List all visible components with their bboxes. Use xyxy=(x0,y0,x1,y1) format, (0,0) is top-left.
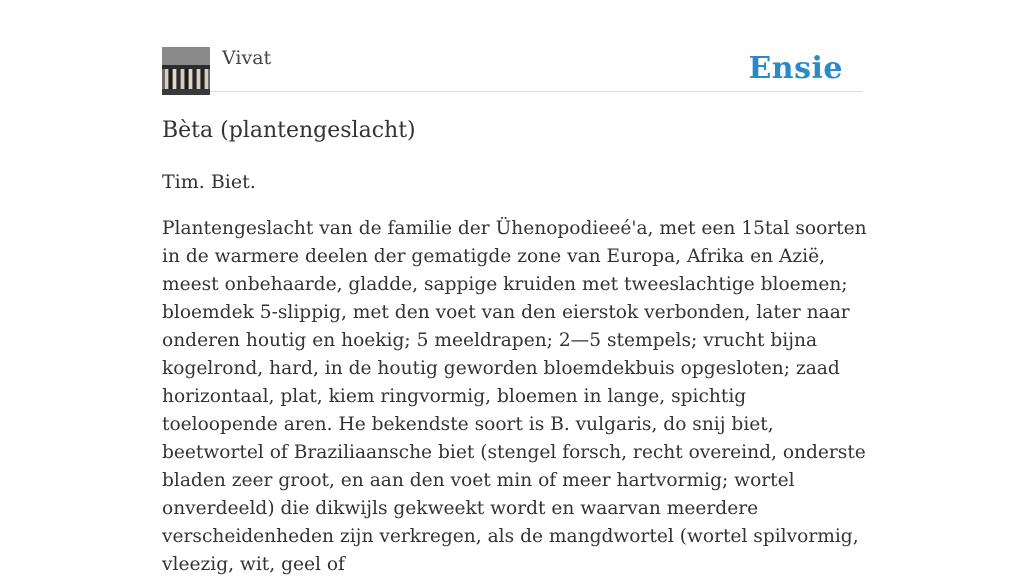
book-spines-icon xyxy=(162,47,210,95)
page-title: Bèta (plantengeslacht) xyxy=(162,118,416,143)
article-subtitle: Tim. Biet. xyxy=(162,171,256,193)
source-avatar[interactable] xyxy=(162,47,210,95)
source-name[interactable]: Vivat xyxy=(222,47,272,69)
brand-logo[interactable]: Ensie xyxy=(748,51,843,86)
header xyxy=(162,46,862,92)
article-body: Plantengeslacht van de familie der Ühenopodieeé'a, met een 15tal soorten in de warmere deelen der gematigde zone van Europa, Afrika en Azië, meest onbehaarde, gladde, sappige kruiden met tweeslachtige bloemen; bloemdek 5-slippig, met den voet van den eierstok verbonden, later naar onderen houtig en hoekig; 5 meeldrapen; 2—5 stempels; vrucht bijna kogelrond, hard, in de houtig geworden bloemdekbuis opgesloten; zaad horizontaal, plat, kiem ringvormig, bloemen in lange, spichtig toeloopende aren. He bekendste soort is B. vulgaris, do snij biet, beetwortel of Braziliaansche biet (stengel forsch, recht overeind, onderste bladen zeer groot, en aan den voet min of meer hartvormig; wortel onverdeeld) die dikwijls gekweekt wordt en waarvan meerdere verscheidenheden zijn verkregen, als de mangdwortel (wortel spilvormig, vleezig, wit, geel of xyxy=(162,218,867,575)
